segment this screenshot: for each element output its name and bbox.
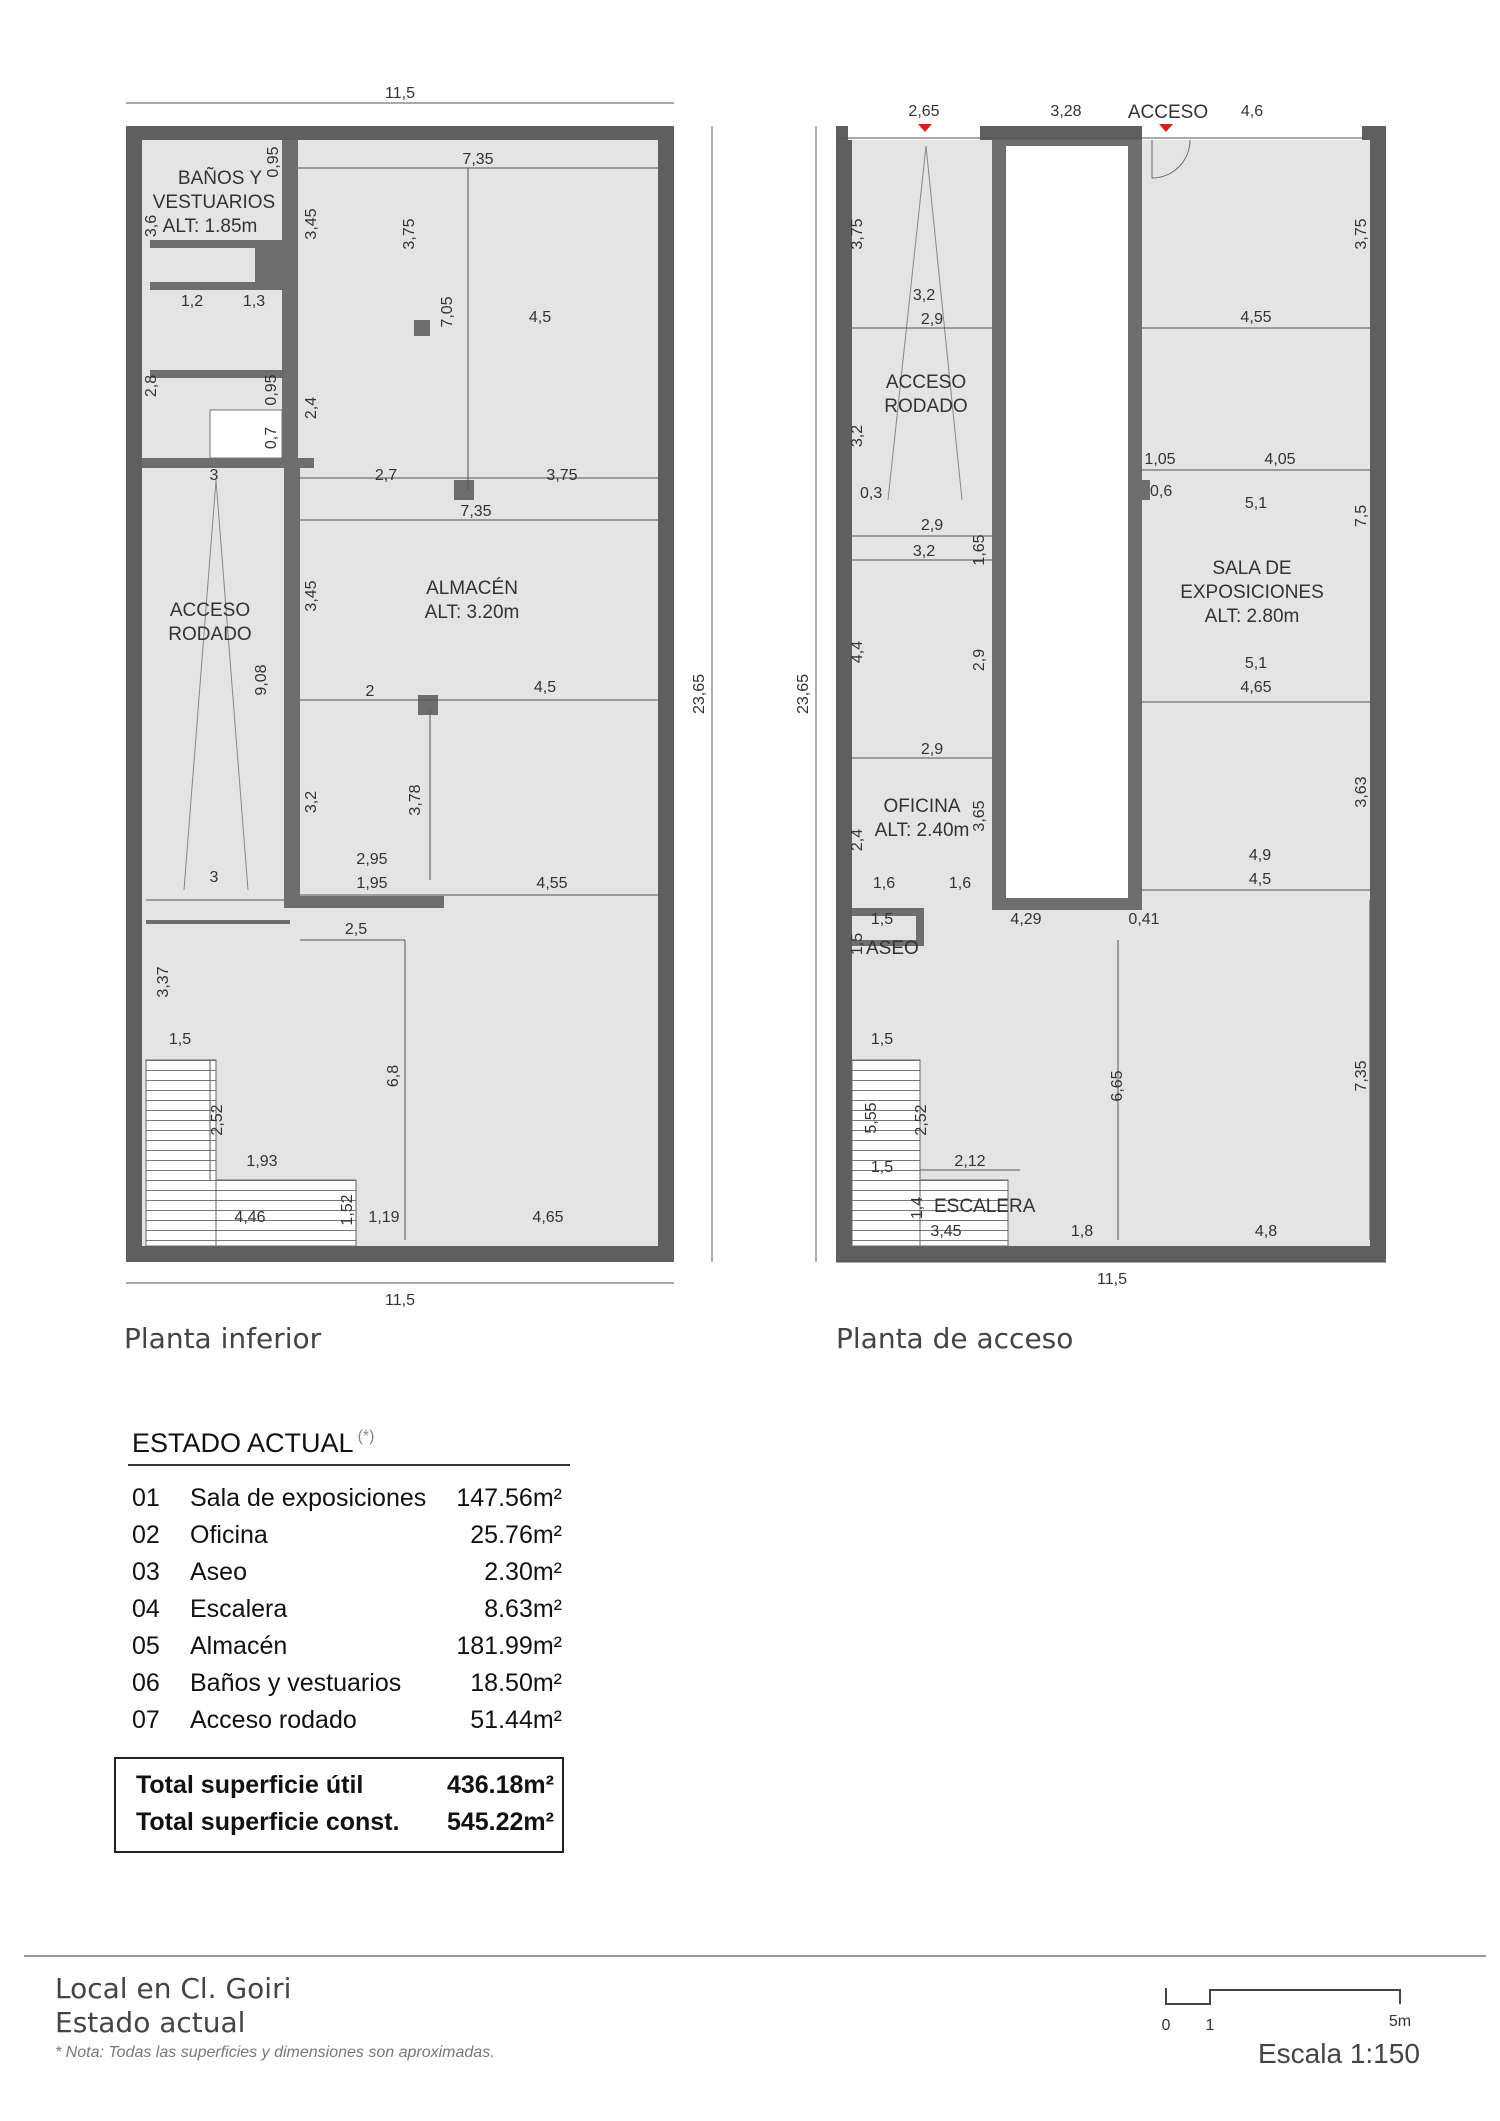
dim-text: 1,52 — [339, 1194, 356, 1226]
dim-text: 1,05 — [1144, 451, 1176, 468]
total-row — [136, 1767, 554, 1804]
column — [1132, 480, 1150, 500]
area-table — [132, 1480, 562, 1739]
dim-text: 1,6 — [872, 875, 896, 892]
dim-text: 2,52 — [209, 1104, 226, 1136]
scale-bar — [1162, 1988, 1412, 2034]
total-area: 545.22m² — [446, 1808, 554, 1836]
dim-text: 3,75 — [1353, 218, 1370, 250]
dim-text: 4,65 — [532, 1209, 564, 1226]
dim-text: 0,95 — [263, 374, 280, 406]
room-label-banos-1: BAÑOS Y — [177, 168, 263, 189]
dim-text: 2,9 — [971, 648, 988, 672]
stairs — [146, 1060, 216, 1246]
dim-text: 1,5 — [870, 911, 894, 928]
room-label-acceso-2: RODADO — [884, 396, 968, 417]
dim-text: 4,5 — [533, 679, 557, 696]
dim-text: 4,46 — [234, 1209, 266, 1226]
dim-text: 1,4 — [909, 1196, 926, 1220]
footer-title: Local en Cl. Goiri — [55, 1972, 292, 2005]
dim-text: 4,29 — [1010, 911, 1042, 928]
dim-text: 2 — [365, 683, 375, 700]
dim-text: 1,93 — [246, 1153, 278, 1170]
plan-access — [795, 102, 1386, 1288]
dim-text: 2,9 — [920, 517, 944, 534]
dim-text: 2,7 — [374, 467, 398, 484]
room-label-sala-2: EXPOSICIONES — [1180, 582, 1324, 603]
dim-text: 4,6 — [1240, 103, 1264, 120]
dim-text: 4,55 — [536, 875, 568, 892]
room-label-acceso-entrada: ACCESO — [1127, 102, 1209, 123]
table-title — [132, 1428, 374, 1459]
dim-text: 3,2 — [303, 790, 320, 814]
dim-text: 3 — [209, 467, 219, 484]
table-row — [132, 1702, 562, 1739]
scale-label: Escala 1:150 — [1258, 2038, 1420, 2069]
dim-text: 2,8 — [143, 374, 160, 398]
dim-text: 3,45 — [930, 1223, 962, 1240]
dim-text: 2,4 — [849, 828, 866, 852]
lower-wall — [284, 896, 444, 908]
table-row — [132, 1517, 562, 1554]
dim-text: 3,6 — [143, 214, 160, 238]
totals-box — [114, 1757, 564, 1853]
dim-text: 1,19 — [368, 1209, 400, 1226]
column — [418, 695, 438, 715]
dim-text: 23,65 — [691, 673, 708, 715]
dim-text: 11,5 — [1097, 1271, 1127, 1288]
dim-text: 7,35 — [460, 503, 492, 520]
dim-text: 4,9 — [1248, 847, 1272, 864]
room-label-almacen-1: ALMACÉN — [426, 578, 518, 599]
row-number: 02 — [132, 1521, 160, 1549]
dim-text: 3,28 — [1050, 103, 1082, 120]
row-number: 05 — [132, 1632, 160, 1660]
dim-text: 5,1 — [1244, 655, 1268, 672]
room-label-oficina-1: OFICINA — [883, 796, 961, 817]
dim-text: 1,6 — [948, 875, 972, 892]
scale-tick-1: 1 — [1205, 2017, 1215, 2034]
room-label-sala-1: SALA DE — [1212, 558, 1292, 579]
row-area: 8.63m² — [484, 1595, 562, 1623]
dim-text: 1,5 — [849, 932, 866, 956]
dim-text: 2,95 — [356, 851, 388, 868]
lower-wall — [282, 140, 298, 458]
lower-wall — [255, 240, 282, 290]
room-label-acceso-2: RODADO — [168, 624, 252, 645]
dim-text: 2,9 — [920, 311, 944, 328]
table-title-mark: (*) — [357, 1428, 375, 1445]
dim-text: 2,5 — [344, 921, 368, 938]
dim-text: 1,65 — [971, 534, 988, 566]
dim-text: 2,12 — [954, 1153, 986, 1170]
room-label-almacen-2: ALT: 3.20m — [424, 602, 520, 623]
table-row — [132, 1591, 562, 1628]
dim-text: 4,55 — [1240, 309, 1272, 326]
footer-note: * Nota: Todas las superficies y dimensiones son aproximadas. — [55, 2044, 495, 2061]
lower-wall — [142, 458, 314, 468]
row-number: 07 — [132, 1706, 160, 1734]
column — [454, 480, 474, 500]
dim-text: 6,8 — [385, 1064, 402, 1088]
row-name: Baños y vestuarios — [190, 1669, 402, 1697]
room-label-banos-2: VESTUARIOS — [152, 192, 276, 213]
row-area: 25.76m² — [470, 1521, 562, 1549]
total-row — [136, 1804, 554, 1841]
dim-text: 3,75 — [849, 218, 866, 250]
row-number: 04 — [132, 1595, 160, 1623]
row-number: 01 — [132, 1484, 160, 1512]
dim-text: 1,5 — [870, 1159, 894, 1176]
dim-text: 4,05 — [1264, 451, 1296, 468]
dim-text: 1,3 — [242, 293, 266, 310]
row-area: 147.56m² — [456, 1484, 562, 1512]
column — [414, 320, 430, 336]
row-name: Acceso rodado — [190, 1706, 357, 1734]
caption-planta-acceso: Planta de acceso — [836, 1322, 1074, 1355]
room-label-sala-3: ALT: 2.80m — [1204, 606, 1300, 627]
plan-lower — [126, 85, 712, 1309]
row-name: Aseo — [190, 1558, 247, 1586]
room-label-banos-3: ALT: 1.85m — [162, 216, 258, 237]
dim-text: 3,37 — [155, 966, 172, 998]
dim-text: 1,8 — [1070, 1223, 1094, 1240]
row-number: 06 — [132, 1669, 160, 1697]
dim-text: 4,5 — [1248, 871, 1272, 888]
lower-wall — [146, 920, 290, 924]
footer-rule — [24, 1955, 1486, 1957]
caption-planta-inferior: Planta inferior — [124, 1322, 322, 1355]
dim-text: 4,8 — [1254, 1223, 1278, 1240]
row-area: 18.50m² — [470, 1669, 562, 1697]
dim-text: 0,41 — [1128, 911, 1160, 928]
row-name: Sala de exposiciones — [190, 1484, 427, 1512]
dim-text: 5,1 — [1244, 495, 1268, 512]
dim-text: 11,5 — [385, 85, 415, 102]
dim-text: 3,45 — [303, 208, 320, 240]
row-name: Almacén — [190, 1632, 288, 1660]
dim-text: 4,5 — [528, 309, 552, 326]
room-label-escalera: ESCALERA — [934, 1196, 1036, 1217]
dim-text: 7,35 — [462, 151, 494, 168]
row-area: 181.99m² — [456, 1632, 562, 1660]
dim-text: 2,9 — [920, 741, 944, 758]
dim-text: 3,78 — [407, 784, 424, 816]
dim-text: 1,95 — [356, 875, 388, 892]
room-label-aseo: ASEO — [866, 938, 919, 959]
room-label-acceso-1: ACCESO — [169, 600, 251, 621]
dim-text: 23,65 — [795, 673, 812, 715]
room-label-oficina-2: ALT: 2.40m — [874, 820, 970, 841]
scale-tick-5m: 5m — [1388, 2013, 1412, 2030]
dim-text: 7,5 — [1353, 504, 1370, 528]
table-row — [132, 1480, 562, 1517]
table-row — [132, 1554, 562, 1591]
total-name: Total superficie const. — [136, 1808, 400, 1836]
dim-text: 0,7 — [263, 426, 280, 450]
light-well — [1006, 146, 1128, 898]
dim-text: 7,35 — [1353, 1060, 1370, 1092]
room-label-acceso-1: ACCESO — [885, 372, 967, 393]
dim-text: 1,5 — [168, 1031, 192, 1048]
dim-text: 0,3 — [860, 485, 883, 502]
lower-wall — [284, 468, 300, 906]
dim-text: 3,75 — [546, 467, 578, 484]
row-name: Oficina — [190, 1521, 268, 1549]
dim-text: 0,6 — [1150, 483, 1173, 500]
dim-text: 0,95 — [265, 146, 282, 178]
dim-text: 6,65 — [1109, 1070, 1126, 1102]
dim-text: 2,52 — [913, 1104, 930, 1136]
dim-text: 1,2 — [180, 293, 204, 310]
total-name: Total superficie útil — [136, 1771, 364, 1799]
row-area: 2.30m² — [484, 1558, 562, 1586]
dim-text: 5,55 — [863, 1102, 880, 1134]
row-area: 51.44m² — [470, 1706, 562, 1734]
dim-text: 3,2 — [912, 543, 936, 560]
dim-text: 3,65 — [971, 800, 988, 832]
dim-text: 2,4 — [303, 396, 320, 420]
dim-text: 1,5 — [870, 1031, 894, 1048]
scale-tick-0: 0 — [1161, 2017, 1171, 2034]
dim-text: 4,4 — [849, 640, 866, 664]
dim-text: 3,63 — [1353, 776, 1370, 808]
dim-text: 4,65 — [1240, 679, 1272, 696]
table-row — [132, 1665, 562, 1702]
dim-text: 11,5 — [385, 1292, 415, 1309]
dim-text: 3,2 — [849, 424, 866, 448]
table-title-rule — [128, 1464, 570, 1466]
table-row — [132, 1628, 562, 1665]
dim-text: 3,2 — [912, 287, 936, 304]
dim-text: 2,65 — [908, 103, 940, 120]
footer-subtitle: Estado actual — [55, 2006, 246, 2039]
dim-text: 3,75 — [401, 218, 418, 250]
row-number: 03 — [132, 1558, 160, 1586]
dim-text: 9,08 — [253, 664, 270, 696]
dim-text: 3 — [209, 869, 219, 886]
table-title-text: ESTADO ACTUAL — [132, 1428, 354, 1458]
dim-text: 3,45 — [303, 580, 320, 612]
dim-text: 7,05 — [439, 296, 456, 328]
total-area: 436.18m² — [446, 1771, 554, 1799]
row-name: Escalera — [190, 1595, 288, 1623]
